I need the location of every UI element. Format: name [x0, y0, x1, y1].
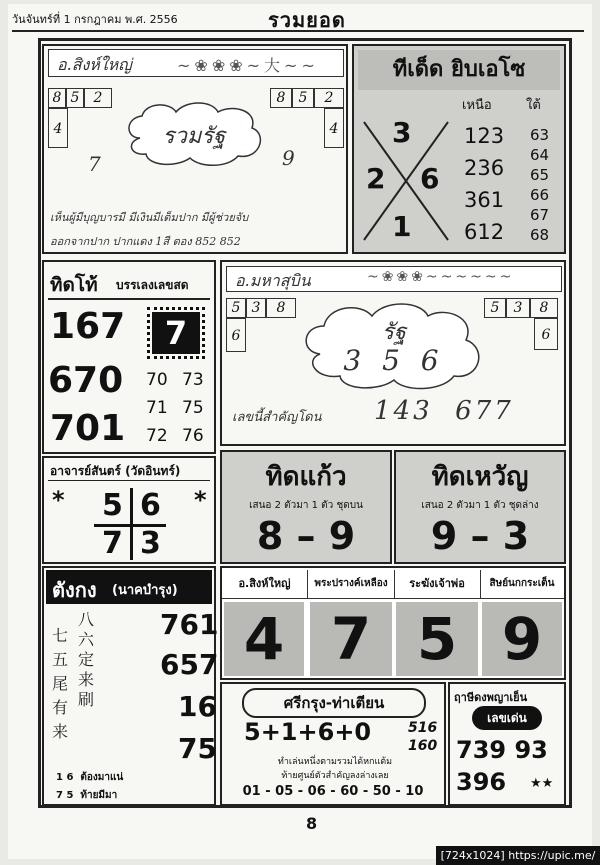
number-list: 01 - 05 - 06 - 60 - 50 - 10: [242, 784, 424, 799]
panel-thidwan: [394, 450, 566, 564]
master-header-2: พระปรางค์เหลือง: [308, 570, 395, 598]
decorative-ornament-icon: ~❀❀❀~~~~~~: [367, 269, 515, 285]
corner-left-side: 4: [48, 108, 68, 148]
divider: [48, 480, 210, 481]
chinese-char: 定: [78, 650, 95, 669]
grid-bottom-left: 7: [102, 526, 123, 561]
grid-bottom-right: 3: [140, 526, 161, 561]
right-digit: 9: [282, 146, 295, 170]
up-number-2: 236: [464, 156, 505, 180]
corner-right-cell-3: 2: [314, 88, 344, 108]
reusi-row-2: 396: [456, 768, 507, 796]
reusi-row-1: 739 93: [456, 736, 548, 764]
corner-right-side: 4: [324, 108, 344, 148]
chinese-column-left: [52, 624, 68, 744]
panel-thidtho: [42, 260, 216, 454]
panel-mahasubin: [220, 260, 566, 446]
left-side: 6: [226, 318, 246, 352]
side-bottom: 160: [408, 738, 438, 754]
panel-thidkaew-pair: 8 – 9: [256, 514, 356, 558]
note-label: เลขนี้สำคัญโดน: [232, 410, 322, 425]
chinese-char: 六: [78, 630, 95, 649]
chinese-char: 尾: [52, 674, 69, 693]
page-number: 8: [306, 814, 318, 833]
source-tag: [724x1024] https://upic.me/: [436, 846, 600, 865]
panel-mahasubin-name: อ.มหาสุบิน: [235, 271, 311, 290]
panel-tangkong: [42, 566, 219, 806]
tangkong-footnote-2: 7 5 ท้ายมีมา: [56, 790, 118, 801]
master-digit-1: 4: [224, 602, 304, 676]
star-right-icon: *: [194, 486, 207, 514]
row3-a: 71: [146, 398, 168, 418]
col-down-label: ใต้: [526, 98, 541, 113]
panel-tangkong-banner: [46, 570, 212, 604]
down-number-5: 67: [530, 206, 550, 224]
up-number-3: 361: [464, 188, 505, 212]
panel-thidkaew-title: ทิดแก้ว: [265, 462, 347, 492]
panel-singyai-line1: เห็นผู้มีบุญบารมี มีเงินมีเต็มปาก มีผู้ช่วยจับ: [50, 211, 249, 224]
tangkong-number-4: 75: [178, 732, 217, 765]
chinese-char: 来: [52, 722, 69, 741]
right-cell-2: 3: [506, 298, 530, 318]
x-right-digit: 6: [420, 162, 440, 195]
panel-yibeso-title: ทีเด็ด ยิบเอโซ: [358, 50, 560, 90]
up-number-1: 123: [464, 124, 505, 148]
panel-srikrung: [220, 682, 446, 806]
panel-singyai: [42, 44, 348, 254]
master-digit-3: 5: [396, 602, 478, 676]
chinese-char: 八: [78, 610, 95, 629]
corner-left-cell-3: 2: [84, 88, 112, 108]
note-1: ทำเล่นหนึ่งตามรวมได้หกแต้ม: [277, 757, 393, 767]
x-top-digit: 3: [392, 116, 412, 149]
cloud-digits: 3 5 6: [343, 344, 445, 377]
panel-four-masters: [220, 566, 566, 680]
row2-a: 70: [146, 370, 168, 390]
down-number-1: 63: [530, 126, 550, 144]
up-number-4: 612: [464, 220, 505, 244]
row4-number: 701: [50, 408, 126, 449]
x-bottom-digit: 1: [392, 210, 412, 243]
panel-thidwan-sub: เสนอ 2 ตัวมา 1 ตัว ชุดล่าง: [421, 500, 539, 511]
down-number-4: 66: [530, 186, 550, 204]
down-number-3: 65: [530, 166, 550, 184]
row1-badge: 7: [152, 312, 200, 354]
panel-santra-title: อาจารย์สันตร์ (วัดอินทร์): [50, 464, 181, 478]
note-2: ท้ายศูนย์ตัวสำคัญลงล่างเลย: [281, 771, 389, 781]
panel-tangkong-title: ตังกง: [52, 578, 97, 602]
master-header-4: สิษย์นกกระเต็น: [489, 578, 555, 589]
panel-thidtho-subtitle: บรรเลงเลขสด: [116, 278, 189, 292]
panel-thidwan-pair: 9 – 3: [430, 514, 530, 558]
panel-mahasubin-banner: [226, 266, 562, 292]
tangkong-number-3: 16: [178, 690, 217, 723]
row2-number: 670: [48, 360, 124, 401]
panel-yibeso: [352, 44, 566, 254]
panel-santra: [42, 456, 216, 564]
left-cell-2: 3: [246, 298, 266, 318]
x-left-digit: 2: [366, 162, 386, 195]
corner-left-cell-1: 8: [48, 88, 66, 108]
row1-number: 167: [50, 306, 126, 347]
chinese-char: 七: [52, 626, 69, 645]
row4-a: 72: [146, 426, 168, 446]
left-cell-3: 8: [266, 298, 296, 318]
chinese-column-right: [78, 610, 94, 710]
left-cell-1: 5: [226, 298, 246, 318]
row2-b: 73: [182, 370, 204, 390]
panel-tangkong-subtitle: (นาคบำรุง): [112, 583, 178, 598]
right-side: 6: [534, 318, 558, 350]
panel-reusi-title: ฤาษีดงพญาเย็น: [454, 691, 528, 704]
divider: [48, 298, 210, 300]
featured-badge: เลขเด่น: [472, 706, 542, 730]
down-number-2: 64: [530, 146, 550, 164]
tangkong-footnote-1: 1 6 ต้องมาแน่: [56, 772, 124, 783]
corner-left-cell-2: 5: [66, 88, 84, 108]
side-top: 516: [408, 720, 438, 736]
panel-singyai-banner: [48, 49, 344, 77]
star-left-icon: *: [52, 486, 65, 514]
down-number-6: 68: [530, 226, 550, 244]
chinese-char: 五: [52, 650, 69, 669]
corner-right-cell-2: 5: [292, 88, 314, 108]
master-header-3: ระฆังเจ้าพ่อ: [394, 570, 481, 598]
decorative-ornament-icon: ~❀❀❀~大~~: [177, 56, 319, 75]
header-date: วันจันทร์ที่ 1 กรกฎาคม พ.ศ. 2556: [12, 13, 178, 26]
master-header-1: อ.สิงห์ใหญ่: [222, 570, 308, 598]
panel-singyai-name: อ.สิงห์ใหญ่: [57, 55, 132, 74]
header-rule: [12, 30, 584, 32]
right-cell-1: 5: [484, 298, 506, 318]
panel-thidkaew: [220, 450, 392, 564]
panel-thidtho-title: ทิดโท้: [50, 274, 98, 296]
header-title: รวมยอด: [268, 8, 346, 32]
divider: [222, 598, 564, 599]
stars-icon: ★★: [530, 776, 554, 791]
left-digit: 7: [88, 152, 101, 176]
corner-right-cell-1: 8: [270, 88, 292, 108]
note-numbers: 143 677: [374, 396, 514, 426]
panel-singyai-line2: ออกจากปาก ปากแดง 1สี ตอง 852 852: [50, 235, 241, 248]
cloud-title: รัฐ: [382, 320, 406, 345]
master-digit-2: 7: [310, 602, 392, 676]
master-digit-4: 9: [482, 602, 562, 676]
panel-thidkaew-sub: เสนอ 2 ตัวมา 1 ตัว ชุดบน: [249, 500, 363, 511]
panel-reusi: [448, 682, 566, 806]
grid-top-right: 6: [140, 488, 161, 523]
chinese-char: 来: [78, 670, 95, 689]
row3-b: 75: [182, 398, 204, 418]
chinese-char: 刷: [78, 690, 95, 709]
col-up-label: เหนือ: [462, 98, 492, 113]
chinese-char: 有: [52, 698, 69, 717]
grid-top-left: 5: [102, 488, 123, 523]
cloud-text: รวมรัฐ: [162, 124, 226, 149]
tangkong-number-2: 657: [160, 648, 219, 681]
formula: 5+1+6+0: [244, 718, 372, 746]
row4-b: 76: [182, 426, 204, 446]
panel-thidwan-title: ทิดเหวัญ: [431, 462, 529, 492]
right-cell-3: 8: [530, 298, 558, 318]
panel-srikrung-title: ศรีกรุง-ท่าเตียน: [242, 688, 426, 718]
tangkong-number-1: 761: [160, 608, 219, 641]
